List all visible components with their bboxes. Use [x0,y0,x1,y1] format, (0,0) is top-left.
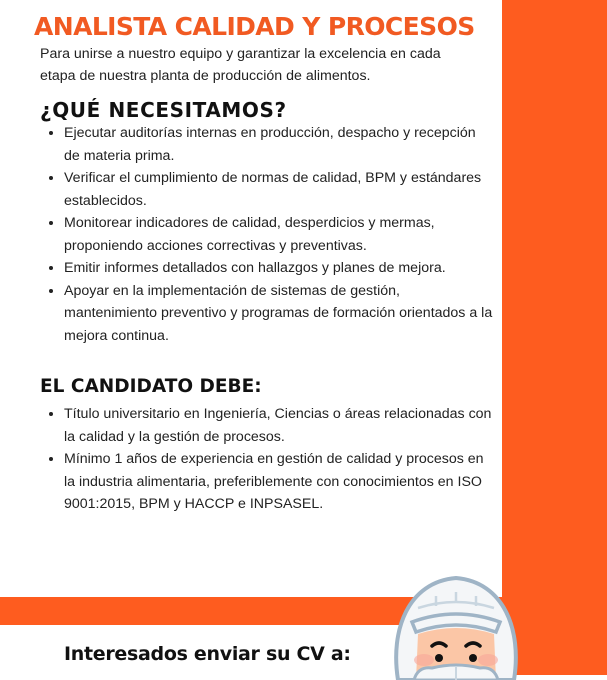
job-title: ANALISTA CALIDAD Y PROCESOS [34,12,475,41]
candidate-heading: EL CANDIDATO DEBE: [40,376,262,397]
cta-text: Interesados enviar su CV a: [64,643,351,665]
candidate-list [46,403,494,516]
list-item: • Verificar el cumplimiento de normas de calidad, BPM y estándares establecidos. [64,167,494,212]
list-item: • Emitir informes detallados con hallazgos y planes de mejora. [64,257,494,280]
intro-text: Para unirse a nuestro equipo y garantizar la excelencia en cada etapa de nuestra planta de producción de alimentos. [40,46,441,84]
needs-list [46,122,494,347]
list-item: • Ejecutar auditorías internas en producción, despacho y recepción de materia prima. [64,122,494,167]
list-item: • Mínimo 1 años de experiencia en gestión de calidad y procesos en la industria alimentaria, preferiblemente con conocimientos en ISO 9001:2015, BPM y HACCP e INPSASEL. [64,448,494,516]
list-item: • Apoyar en la implementación de sistemas de gestión, mantenimiento preventivo y programas de formación orientados a la mejora continua. [64,280,494,348]
needs-heading: ¿QUÉ NECESITAMOS? [40,98,287,122]
list-item: • Monitorear indicadores de calidad, desperdicios y mermas, proponiendo acciones correctivas y preventivas. [64,212,494,257]
food-worker-icon [388,560,524,680]
list-item: • Título universitario en Ingeniería, Ciencias o áreas relacionadas con la calidad y la gestión de procesos. [64,403,494,448]
